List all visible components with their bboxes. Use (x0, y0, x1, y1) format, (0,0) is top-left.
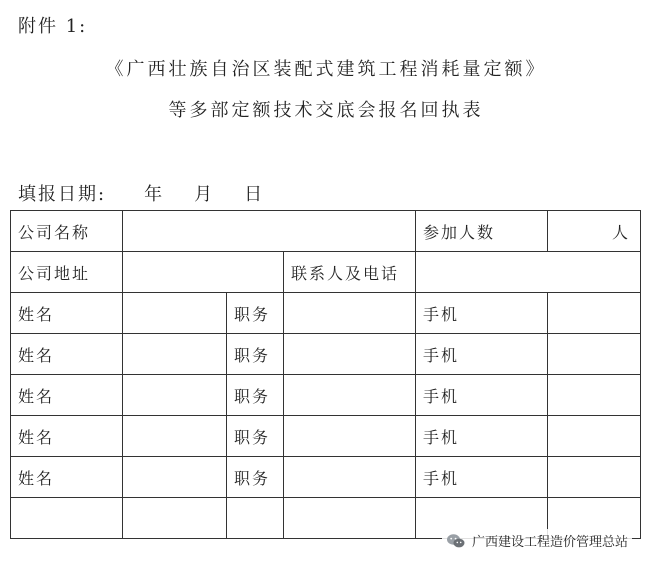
table-row (11, 211, 641, 252)
name-field[interactable] (123, 416, 227, 457)
table-row (11, 375, 641, 416)
position-label: 职务 (227, 334, 284, 375)
participants-label: 参加人数 (416, 211, 548, 252)
mobile-field[interactable] (548, 375, 641, 416)
fill-date-label: 填报日期: (18, 184, 107, 205)
company-name-field[interactable] (123, 211, 416, 252)
participants-unit[interactable]: 人 (548, 211, 641, 252)
contact-field[interactable] (416, 252, 641, 293)
table-row (11, 457, 641, 498)
wechat-icon (446, 533, 466, 549)
position-label: 职务 (227, 416, 284, 457)
company-address-field[interactable] (123, 252, 284, 293)
position-label: 职务 (227, 457, 284, 498)
empty-cell[interactable] (11, 498, 123, 539)
mobile-field[interactable] (548, 293, 641, 334)
table-row (11, 416, 641, 457)
name-label: 姓名 (11, 457, 123, 498)
document-title-line1: 《广西壮族自治区装配式建筑工程消耗量定额》 (105, 59, 547, 80)
mobile-label: 手机 (416, 457, 548, 498)
position-field[interactable] (284, 416, 416, 457)
name-label: 姓名 (11, 416, 123, 457)
contact-label: 联系人及电话 (284, 252, 416, 293)
company-address-label: 公司地址 (11, 252, 123, 293)
mobile-label: 手机 (416, 334, 548, 375)
attachment-label: 附件 1: (18, 16, 88, 37)
registration-form-table (10, 210, 641, 539)
mobile-label: 手机 (416, 416, 548, 457)
mobile-field[interactable] (548, 416, 641, 457)
table-row (11, 293, 641, 334)
name-field[interactable] (123, 457, 227, 498)
name-label: 姓名 (11, 375, 123, 416)
name-field[interactable] (123, 375, 227, 416)
position-field[interactable] (284, 334, 416, 375)
company-name-label: 公司名称 (11, 211, 123, 252)
name-label: 姓名 (11, 334, 123, 375)
table-row (11, 334, 641, 375)
position-label: 职务 (227, 375, 284, 416)
fill-date-day: 日 (244, 184, 265, 205)
empty-cell[interactable] (227, 498, 284, 539)
name-label: 姓名 (11, 293, 123, 334)
mobile-field[interactable] (548, 334, 641, 375)
mobile-label: 手机 (416, 375, 548, 416)
fill-date-month: 月 (194, 184, 215, 205)
document-title-line2: 等多部定额技术交底会报名回执表 (168, 100, 484, 121)
watermark-text: 广西建设工程造价管理总站 (471, 535, 628, 550)
fill-date (18, 180, 264, 206)
name-field[interactable] (123, 293, 227, 334)
position-field[interactable] (284, 293, 416, 334)
mobile-label: 手机 (416, 293, 548, 334)
name-field[interactable] (123, 334, 227, 375)
position-field[interactable] (284, 375, 416, 416)
watermark (442, 529, 632, 552)
mobile-field[interactable] (548, 457, 641, 498)
empty-cell[interactable] (123, 498, 227, 539)
fill-date-year: 年 (144, 184, 165, 205)
table-row (11, 252, 641, 293)
empty-cell[interactable] (284, 498, 416, 539)
position-label: 职务 (227, 293, 284, 334)
position-field[interactable] (284, 457, 416, 498)
